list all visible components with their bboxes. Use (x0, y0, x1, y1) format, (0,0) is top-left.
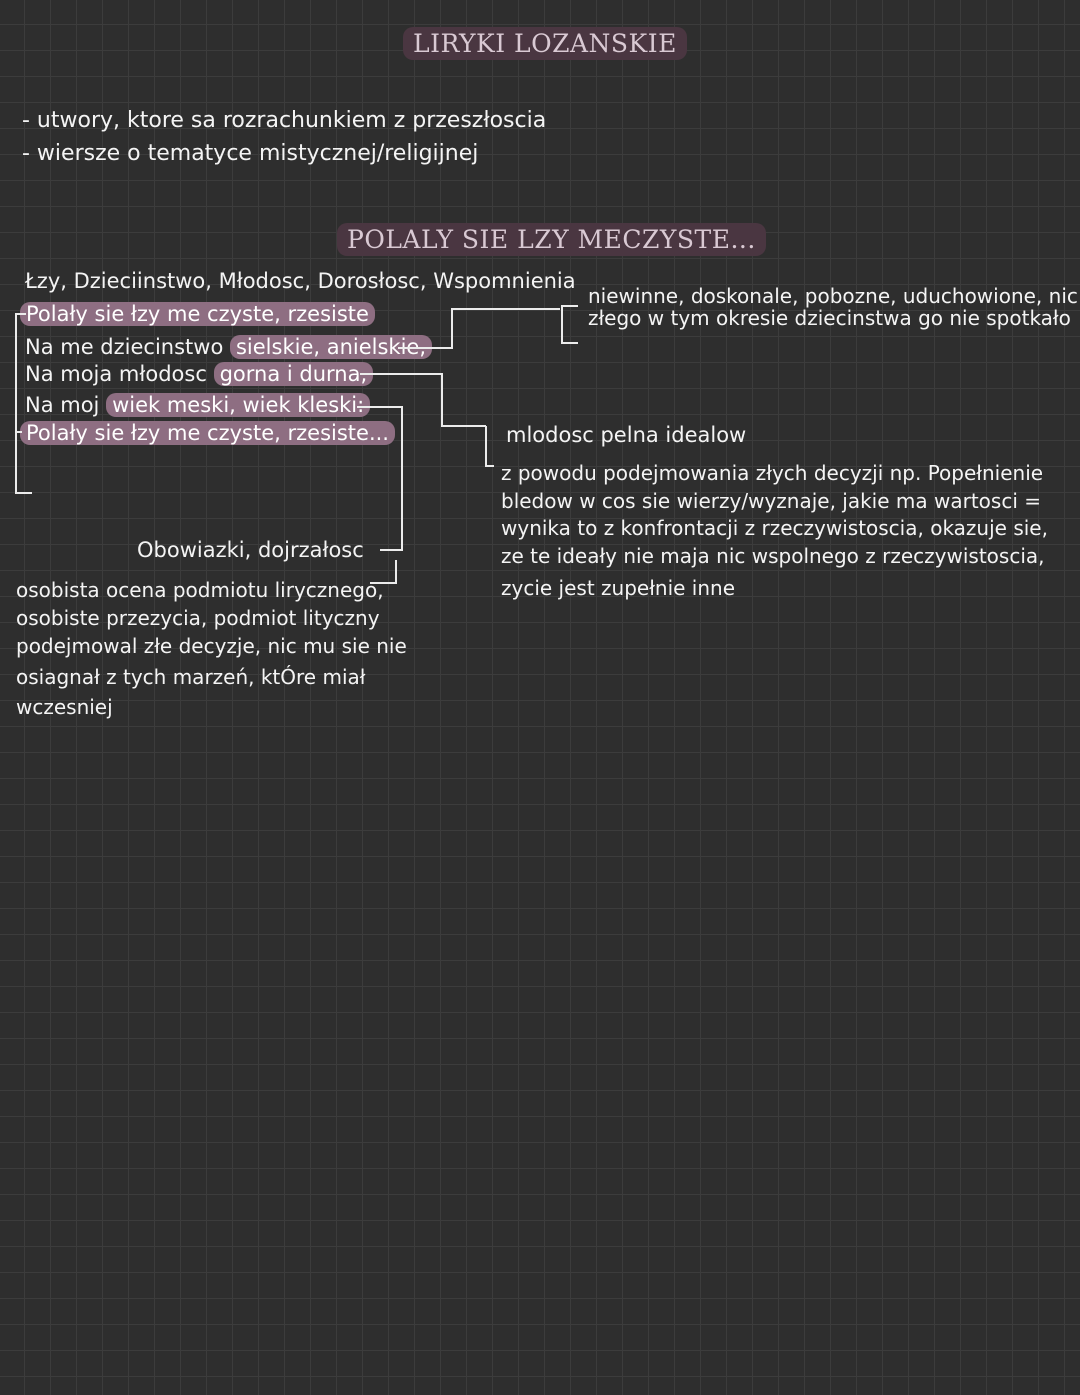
note-line: ze te ideały nie maja nic wspolnego z rzeczywistoscia, (501, 543, 1045, 568)
note-line: osobista ocena podmiotu lirycznego, (16, 578, 384, 602)
note-line: niewinne, doskonale, pobozne, uduchowione, nic (588, 284, 1078, 308)
youth-connector (360, 374, 486, 426)
note-line: osobiste przezycia, podmiot lityczny (16, 606, 380, 630)
poem-line-2 (25, 335, 432, 359)
section-title: POLALY SIE LZY MECZYSTE... (337, 223, 766, 256)
themes-line: Łzy, Dzieciinstwo, Młodosc, Dorosłosc, Wspomnienia (25, 269, 576, 293)
note-line: złego w tym okresie dziecinstwa go nie spotkało (588, 306, 1071, 330)
poem-text: Na moja młodosc (25, 362, 214, 386)
poem-highlight: wiek meski, wiek kleski: (106, 393, 370, 417)
intro-item: - utwory, ktore sa rozrachunkiem z przeszłoscia (22, 108, 547, 133)
poem-highlight: sielskie, anielskie, (230, 335, 432, 359)
poem-text: Na me dziecinstwo (25, 335, 230, 359)
poem-highlight: gorna i durna, (214, 362, 374, 386)
note-childhood (588, 285, 1078, 329)
poem-highlight: Polały sie łzy me czyste, rzesiste (20, 302, 375, 326)
note-line: wynika to z konfrontacji z rzeczywistoscia, okazuje sie, (501, 516, 1048, 540)
poem-line-5 (20, 421, 395, 445)
note-youth: mlodosc pelna idealow (506, 423, 747, 447)
note-adulthood-detail (16, 576, 407, 721)
note-line: osiagnał z tych marzeń, ktÓre miał (16, 665, 366, 689)
intro-item: - wiersze o tematyce mistycznej/religijnej (22, 141, 479, 166)
youth-bracket (486, 426, 494, 466)
note-line: zycie jest zupełnie inne (501, 576, 735, 600)
childhood-bracket (562, 306, 578, 343)
note-line: z powodu podejmowania złych decyzji np. Popełnienie (501, 461, 1044, 485)
note-line: bledow w cos sie wierzy/wyznaje, jakie ma wartosci = (501, 488, 1041, 513)
note-adulthood: Obowiazki, dojrzałosc (137, 538, 364, 562)
poem-line-3 (25, 362, 373, 386)
poem-line-4 (25, 393, 370, 417)
page-title: LIRYKI LOZANSKIE (403, 27, 687, 60)
note-line: wczesniej (16, 695, 113, 719)
note-line: podejmowal złe decyzje, nic mu sie nie (16, 634, 407, 658)
poem-line-1 (20, 302, 375, 326)
note-youth-detail (501, 460, 1048, 603)
poem-highlight: Polały sie łzy me czyste, rzesiste... (20, 421, 395, 445)
poem-text: Na moj (25, 393, 107, 417)
